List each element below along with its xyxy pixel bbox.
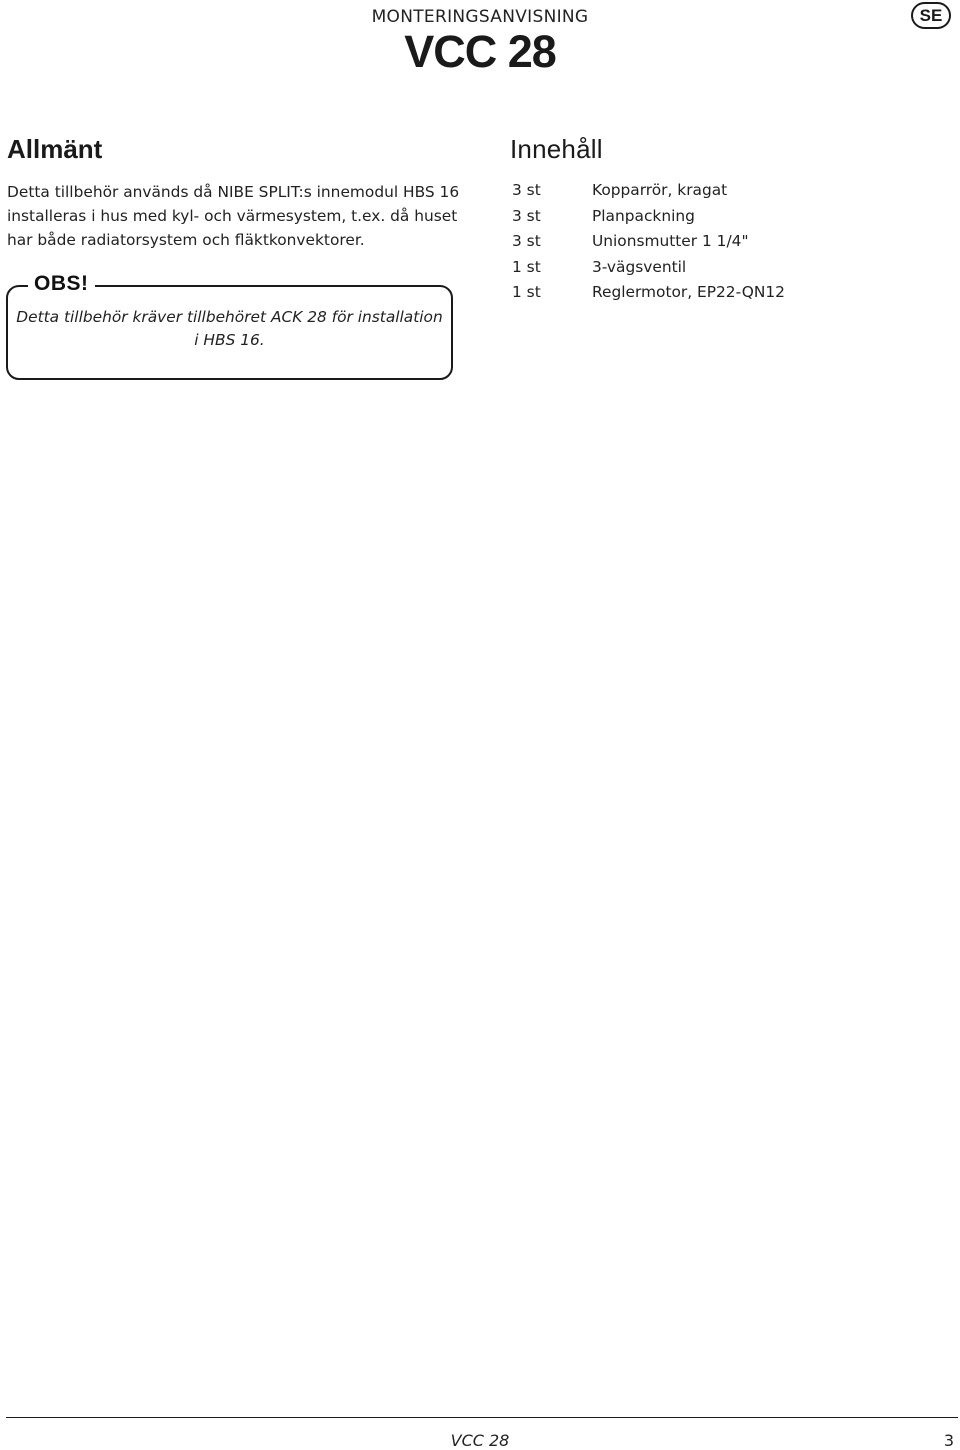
item-quantity: 3 st (512, 232, 541, 250)
note-text-line-1: Detta tillbehör kräver tillbehöret ACK 28 för installation (16, 308, 443, 326)
list-item (512, 207, 785, 233)
item-name: 3-vägsventil (592, 257, 687, 276)
general-body-text: Detta tillbehör används då NIBE SPLIT:s innemodul HBS 16 installeras i hus med kyl- och värmesystem, t.ex. då huset har både radiatorsystem och fläktkonvektorer. (7, 183, 460, 249)
footer-divider (6, 1417, 958, 1418)
item-quantity: 3 st (512, 206, 541, 225)
item-quantity: 1 st (512, 283, 541, 301)
list-item (512, 181, 785, 207)
note-text-line-2: i HBS 16. (194, 331, 265, 349)
contents-heading: Innehåll (510, 134, 603, 164)
language-badge: SE (911, 2, 951, 29)
list-item (512, 232, 785, 258)
document-type: MONTERINGSANVISNING (371, 7, 589, 27)
note-label: OBS! (28, 272, 95, 296)
item-name: Planpackning (592, 206, 695, 225)
contents-list (512, 181, 785, 309)
footer-title: VCC 28 (450, 1431, 510, 1450)
item-name: Kopparrör, kragat (592, 181, 728, 199)
item-quantity: 3 st (512, 181, 541, 199)
list-item (512, 258, 785, 284)
item-name: Unionsmutter 1 1/4" (592, 232, 749, 250)
item-quantity: 1 st (512, 257, 541, 276)
document-title: VCC 28 (404, 26, 556, 77)
item-name: Reglermotor, EP22-QN12 (592, 283, 785, 301)
list-item (512, 283, 785, 309)
page-number: 3 (943, 1431, 954, 1450)
note-text (6, 306, 453, 352)
general-heading: Allmänt (7, 134, 103, 164)
